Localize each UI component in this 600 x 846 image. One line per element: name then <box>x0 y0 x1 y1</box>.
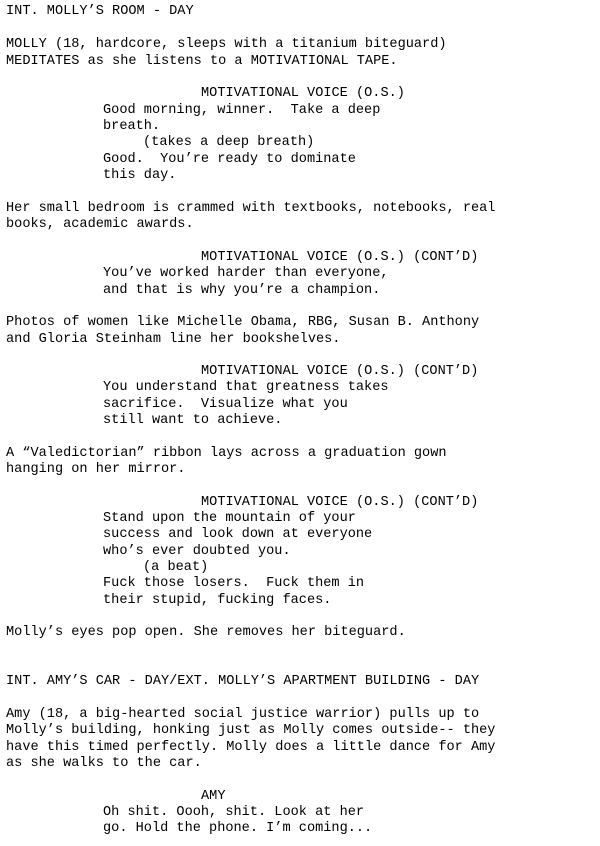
scene-heading: INT. MOLLY’S ROOM - DAY <box>6 4 194 19</box>
action-line: Amy (18, a big-hearted social justice warrior) pulls up to <box>6 707 480 722</box>
scene-heading: INT. AMY’S CAR - DAY/EXT. MOLLY’S APARTMENT BUILDING - DAY <box>6 674 480 689</box>
dialogue-line: Oh shit. Oooh, shit. Look at her <box>103 805 365 820</box>
action-line: books, academic awards. <box>6 217 194 232</box>
dialogue-line: sacrifice. Visualize what you <box>103 397 348 412</box>
dialogue-line: this day. <box>103 168 177 183</box>
action-line: Molly’s building, honking just as Molly comes outside-- they <box>6 723 496 738</box>
action-line: A “Valedictorian” ribbon lays across a graduation gown <box>6 446 447 461</box>
character-name: AMY <box>201 789 226 804</box>
action-line: MEDITATES as she listens to a MOTIVATIONAL TAPE. <box>6 54 398 69</box>
action-line: have this timed perfectly. Molly does a little dance for Amy <box>6 740 496 755</box>
dialogue-line: breath. <box>103 119 161 134</box>
parenthetical: (takes a deep breath) <box>143 135 315 150</box>
dialogue-line: Stand upon the mountain of your <box>103 511 356 526</box>
dialogue-line: go. Hold the phone. I’m coming... <box>103 821 373 836</box>
parenthetical: (a beat) <box>143 560 209 575</box>
character-name: MOTIVATIONAL VOICE (O.S.) <box>201 86 405 101</box>
action-line: and Gloria Steinham line her bookshelves. <box>6 332 341 347</box>
character-name: MOTIVATIONAL VOICE (O.S.) (CONT’D) <box>201 364 479 379</box>
action-line: hanging on her mirror. <box>6 462 186 477</box>
action-line: MOLLY (18, hardcore, sleeps with a titanium biteguard) <box>6 37 447 52</box>
dialogue-line: who’s ever doubted you. <box>103 544 291 559</box>
dialogue-line: still want to achieve. <box>103 413 283 428</box>
dialogue-line: Good. You’re ready to dominate <box>103 152 356 167</box>
dialogue-line: and that is why you’re a champion. <box>103 283 381 298</box>
dialogue-line: success and look down at everyone <box>103 527 373 542</box>
action-line: as she walks to the car. <box>6 756 202 771</box>
dialogue-line: Fuck those losers. Fuck them in <box>103 576 365 591</box>
dialogue-line: Good morning, winner. Take a deep <box>103 103 381 118</box>
action-line: Photos of women like Michelle Obama, RBG, Susan B. Anthony <box>6 315 480 330</box>
character-name: MOTIVATIONAL VOICE (O.S.) (CONT’D) <box>201 250 479 265</box>
dialogue-line: You’ve worked harder than everyone, <box>103 266 389 281</box>
dialogue-line: their stupid, fucking faces. <box>103 593 332 608</box>
action-line: Molly’s eyes pop open. She removes her biteguard. <box>6 625 406 640</box>
dialogue-line: You understand that greatness takes <box>103 380 389 395</box>
action-line: Her small bedroom is crammed with textbooks, notebooks, real <box>6 201 496 216</box>
character-name: MOTIVATIONAL VOICE (O.S.) (CONT’D) <box>201 495 479 510</box>
